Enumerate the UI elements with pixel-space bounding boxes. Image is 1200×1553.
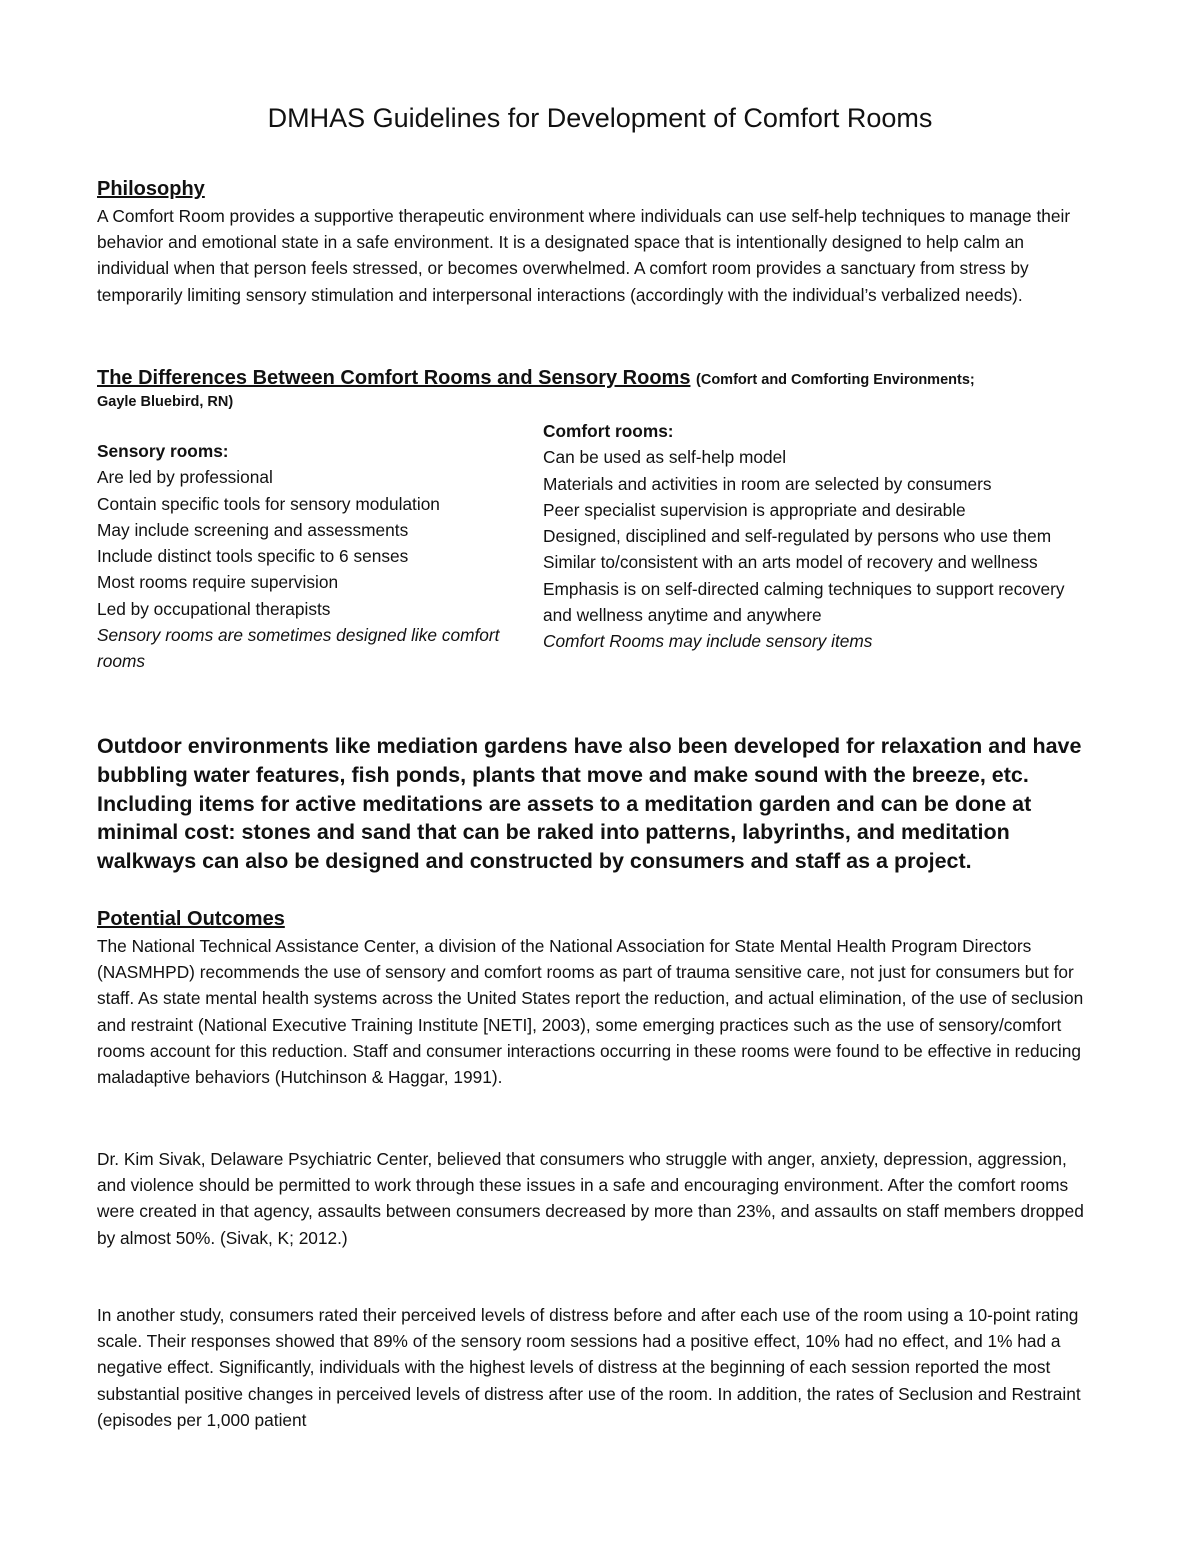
outcomes-paragraph-1: The National Technical Assistance Center, a division of the National Association for State Mental Health Program Directors (NASMHPD) recommends the use of sensory and comfort rooms as part of trauma sensitive care, not just for consumers but for staff. As state mental health systems across the United States report the reduction, and actual elimination, of the use of seclusion and restraint (National Executive Training Institute [NETI], 2003), some emerging practices such as the use of sensory/comfort rooms account for this reduction. Staff and consumer interactions occurring in these rooms were found to be effective in reducing maladaptive behaviors (Hutchinson & Haggar, 1991). [97,936,1084,1088]
list-item: Can be used as self-help model [543,447,787,468]
list-item: Contain specific tools for sensory modulation [97,493,440,514]
outcomes-paragraph-3: In another study, consumers rated their perceived levels of distress before and after each use of the room using a 10-point rating scale. Their responses showed that 89% of the sensory room sessions had a positive effect, 10% had no effect, and 1% had a negative effect. Significantly, individuals with the highest levels of distress at the beginning of each session reported the most substantial positive changes in perceived levels of distress after use of the room. In addition, the rates of Seclusion and Restraint (episodes per 1,000 patient [97,1305,1081,1430]
list-item: Peer specialist supervision is appropriate and desirable [543,499,966,520]
sensory-rooms-note: Sensory rooms are sometimes designed like comfort rooms [97,625,500,672]
list-item: Emphasis is on self-directed calming techniques to support recovery and wellness anytime and anywhere [543,578,1065,626]
comfort-rooms-subheading: Comfort rooms: [543,421,674,441]
comfort-rooms-note: Comfort Rooms may include sensory items [543,631,873,652]
outcomes-paragraph-2: Dr. Kim Sivak, Delaware Psychiatric Center, believed that consumers who struggle with anger, anxiety, depression, aggression, and violence should be permitted to work through these issues in a safe and encouraging environment. After the comfort rooms were created in that agency, assaults between consumers decreased by more than 23%, and assaults on staff members dropped by almost 50%. (Sivak, K; 2012.) [97,1149,1084,1248]
differences-heading-block [97,365,1097,413]
differences-heading: The Differences Between Comfort Rooms and Sensory Rooms [97,367,691,389]
list-item: Designed, disciplined and self-regulated by persons who use them [543,526,1052,547]
document-title: DMHAS Guidelines for Development of Comfort Rooms [267,103,933,133]
list-item: May include screening and assessments [97,519,409,540]
differences-citation-line2: Gayle Bluebird, RN) [97,394,234,410]
comfort-rooms-column [543,418,1083,655]
outdoor-environments-paragraph: Outdoor environments like mediation gardens have also been developed for relaxation and have bubbling water features, fish ponds, plants that move and make sound with the breeze, etc. Including items for active meditations are assets to a meditation garden and can be done at minimal cost: stones and sand that can be raked into patterns, labyrinths, and meditation walkways can also be designed and constructed by consumers and staff as a project. [97,734,1082,874]
list-item: Most rooms require supervision [97,572,339,593]
potential-outcomes-heading: Potential Outcomes [97,908,285,930]
differences-citation-line1: (Comfort and Comforting Environments; [696,372,975,388]
philosophy-paragraph: A Comfort Room provides a supportive therapeutic environment where individuals can use self-help techniques to manage their behavior and emotional state in a safe environment. It is a designated space that is intentionally designed to help calm an individual when that person feels stressed, or becomes overwhelmed. A comfort room provides a sanctuary from stress by temporarily limiting sensory stimulation and interpersonal interactions (accordingly with the individual’s verbalized needs). [97,206,1071,305]
philosophy-heading: Philosophy [97,178,205,200]
list-item: Include distinct tools specific to 6 senses [97,546,409,567]
list-item: Materials and activities in room are selected by consumers [543,473,992,494]
sensory-rooms-subheading: Sensory rooms: [97,441,229,461]
list-item: Are led by professional [97,467,273,488]
list-item: Led by occupational therapists [97,598,331,619]
list-item: Similar to/consistent with an arts model of recovery and wellness [543,552,1038,573]
sensory-rooms-column [97,438,517,675]
